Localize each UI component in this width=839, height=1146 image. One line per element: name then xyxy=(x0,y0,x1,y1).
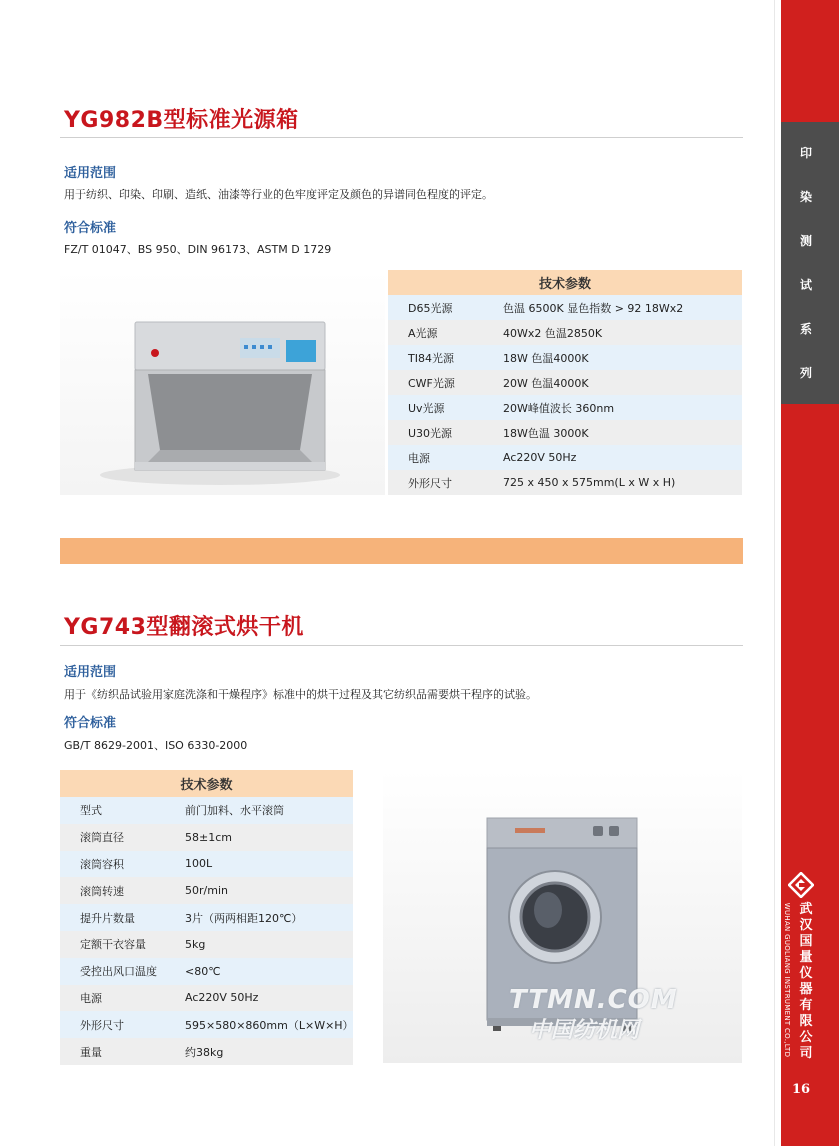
company-name-cn: 武 汉 国 量 仪 器 有 限 公 司 xyxy=(799,902,813,1061)
series-char: 印 xyxy=(799,146,812,160)
table-row: 重量 约38kg xyxy=(60,1038,353,1065)
page-number: 16 xyxy=(791,1082,811,1097)
section-separator-bar xyxy=(60,538,743,564)
series-char: 染 xyxy=(799,190,812,204)
table-row: A光源 40Wx2 色温2850K xyxy=(388,320,742,345)
sidebar-series-block xyxy=(781,122,839,404)
series-char: 系 xyxy=(799,322,812,336)
section2-spec-table xyxy=(60,770,353,1065)
section2-scope-text: 用于《纺织品试验用家庭洗涤和干燥程序》标准中的烘干过程及其它纺织品需要烘干程序的试验。 xyxy=(64,688,537,701)
section1-title: YG982B型标准光源箱 xyxy=(64,108,299,133)
section1-divider xyxy=(60,137,743,138)
light-box-product-image xyxy=(60,270,385,495)
spec-table-title: 技术参数 xyxy=(388,270,742,295)
table-row: 外形尺寸 725 x 450 x 575mm(L x W x H) xyxy=(388,470,742,495)
section2-scope-heading: 适用范围 xyxy=(64,665,117,680)
table-row: D65光源 色温 6500K 显色指数 > 92 18Wx2 xyxy=(388,295,742,320)
section2-divider xyxy=(60,645,743,646)
watermark-cn-name: 中国纺机网 xyxy=(529,1018,640,1043)
section1-scope-text: 用于纺织、印染、印刷、造纸、油漆等行业的色牢度评定及颜色的异谱同色程度的评定。 xyxy=(64,188,493,201)
company-name-en: WUHAN GUOLIANG INSTRUMENT CO.,LTD xyxy=(783,902,791,1058)
table-row: 受控出风口温度 <80℃ xyxy=(60,958,353,985)
section1-standard-heading: 符合标准 xyxy=(64,221,117,236)
section2-standard-heading: 符合标准 xyxy=(64,716,117,731)
watermark-site-name: TTMN.COM xyxy=(509,985,678,1015)
table-row: 滚筒直径 58±1cm xyxy=(60,824,353,851)
table-row: U30光源 18W色温 3000K xyxy=(388,420,742,445)
table-row: 电源 Ac220V 50Hz xyxy=(60,985,353,1012)
section1-spec-table xyxy=(388,270,742,495)
table-row: 外形尺寸 595×580×860mm（L×W×H） xyxy=(60,1011,353,1038)
section2-title: YG743型翻滚式烘干机 xyxy=(64,615,304,640)
section1-standard-text: FZ/T 01047、BS 950、DIN 96173、ASTM D 1729 xyxy=(64,243,332,256)
spec-table-title: 技术参数 xyxy=(60,770,353,797)
table-row: 滚筒转速 50r/min xyxy=(60,877,353,904)
table-row: 定额干衣容量 5kg xyxy=(60,931,353,958)
section1-scope-heading: 适用范围 xyxy=(64,166,117,181)
series-char: 试 xyxy=(799,278,812,292)
table-row: Uv光源 20W峰值波长 360nm xyxy=(388,395,742,420)
company-logo-icon xyxy=(788,872,814,898)
table-row: TI84光源 18W 色温4000K xyxy=(388,345,742,370)
table-row: CWF光源 20W 色温4000K xyxy=(388,370,742,395)
table-row: 型式 前门加料、水平滚筒 xyxy=(60,797,353,824)
section2-standard-text: GB/T 8629-2001、ISO 6330-2000 xyxy=(64,739,248,752)
table-row: 滚筒容积 100L xyxy=(60,851,353,878)
table-row: 提升片数量 3片（两两相距120℃） xyxy=(60,904,353,931)
table-row: 电源 Ac220V 50Hz xyxy=(388,445,742,470)
series-char: 测 xyxy=(799,234,812,248)
series-char: 列 xyxy=(799,366,812,380)
sidebar-left-line xyxy=(774,0,775,1146)
